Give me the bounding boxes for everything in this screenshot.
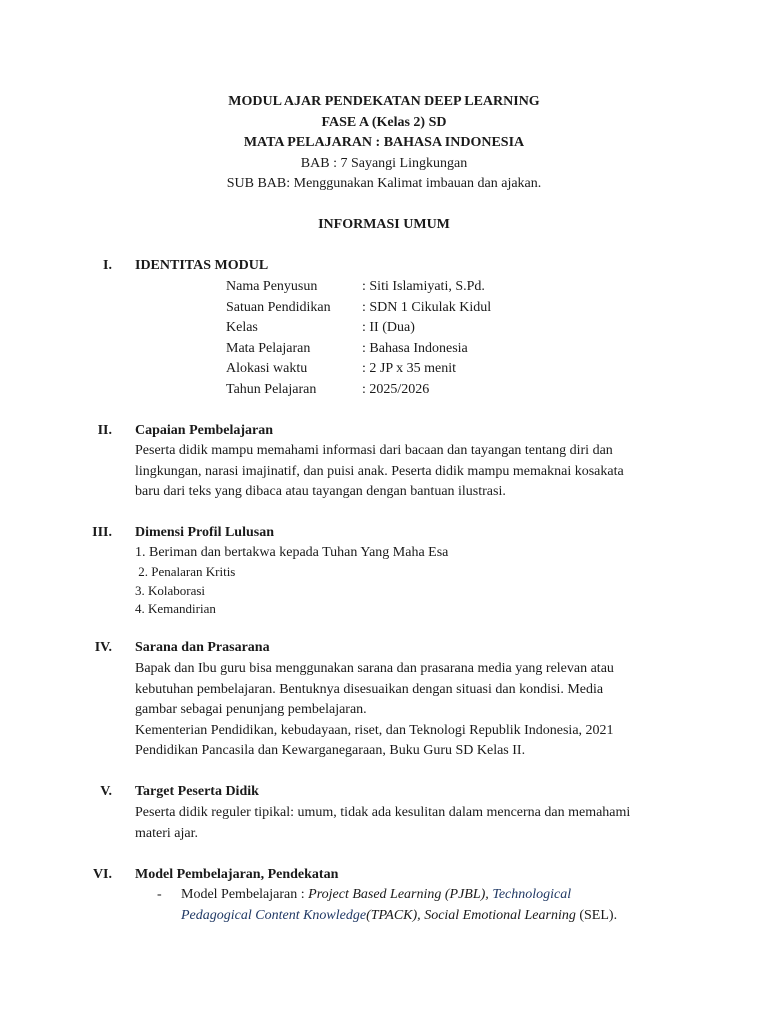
list-item: 3. Kolaborasi [135, 582, 206, 598]
identity-value: : II (Dua) [362, 320, 415, 335]
info-heading: INFORMASI UMUM [318, 217, 450, 232]
section-number: VI. [92, 867, 112, 882]
identity-table [226, 277, 491, 400]
identity-row [226, 359, 491, 380]
identity-row [226, 298, 491, 319]
section-title: Capaian Pembelajaran [135, 423, 274, 438]
identity-label: Mata Pelajaran [226, 340, 311, 356]
section-number: II. [97, 423, 112, 438]
paragraph-line: baru dari teks yang dibaca atau tayangan dengan bantuan ilustrasi. [135, 484, 506, 500]
section-number: III. [92, 525, 112, 540]
pjbl-text: Project Based Learning (PJBL), [308, 887, 493, 902]
identity-label: Alokasi waktu [226, 361, 308, 376]
identity-label: Nama Penyusun [226, 279, 318, 294]
section-number: V. [100, 784, 112, 799]
identity-label: Satuan Pendidikan [226, 299, 331, 315]
paragraph-line: Pendidikan Pancasila dan Kewarganegaraan, Buku Guru SD Kelas II. [135, 743, 526, 759]
identity-value: : 2025/2026 [362, 381, 430, 397]
tpack-text-part2: Pedagogical Content Knowledge [181, 907, 367, 923]
learning-model-item [157, 885, 617, 926]
profile-dimension-list [135, 543, 448, 619]
paragraph-line: lingkungan, narasi imajinatif, dan puisi anak. Peserta didik mampu memaknai kosakata [135, 463, 624, 479]
identity-row [226, 339, 491, 360]
section-paragraph [135, 659, 614, 762]
list-item: 2. Penalaran Kritis [135, 564, 236, 579]
section-number: I. [103, 258, 112, 273]
paragraph-line: Peserta didik reguler tipikal: umum, tidak ada kesulitan dalam mencerna dan memahami [135, 805, 631, 820]
identity-value: : 2 JP x 35 menit [362, 361, 456, 376]
bullet-dash: - [157, 887, 162, 902]
section-title: IDENTITAS MODUL [135, 258, 269, 273]
phase-line: FASE A (Kelas 2) SD [321, 114, 447, 130]
paragraph-line: Kementerian Pendidikan, kebudayaan, riset, dan Teknologi Republik Indonesia, 2021 [135, 722, 614, 738]
paragraph-line: materi ajar. [135, 825, 198, 841]
section-title: Target Peserta Didik [135, 784, 259, 799]
identity-value: : Bahasa Indonesia [362, 340, 468, 356]
section-title: Model Pembelajaran, Pendekatan [135, 867, 339, 882]
sel-abbr: (SEL). [575, 907, 618, 923]
subject-line: MATA PELAJARAN : BAHASA INDONESIA [243, 135, 525, 151]
section-number: IV. [94, 640, 112, 655]
identity-row [226, 318, 491, 339]
tpack-abbr: (TPACK), [366, 907, 425, 923]
identity-row [226, 380, 491, 401]
section-title: Dimensi Profil Lulusan [135, 525, 274, 540]
subchapter-line: SUB BAB: Menggunakan Kalimat imbauan dan ajakan. [226, 176, 542, 192]
document-title-block [0, 92, 768, 195]
chapter-line: BAB : 7 Sayangi Lingkungan [300, 155, 468, 171]
paragraph-line: kebutuhan pembelajaran. Bentuknya disesuaikan dengan situasi dan kondisi. Media [135, 681, 604, 697]
list-item: 4. Kemandirian [135, 601, 216, 616]
model-prefix: Model Pembelajaran : [181, 887, 309, 902]
paragraph-line: Peserta didik mampu memahami informasi dari bacaan dan tayangan tentang diri dan [135, 443, 613, 458]
identity-label: Tahun Pelajaran [226, 381, 317, 397]
tpack-text-part1: Technological [492, 887, 572, 902]
section-title: Sarana dan Prasarana [135, 640, 270, 655]
identity-row [226, 277, 491, 298]
section-paragraph [135, 441, 624, 503]
section-paragraph [135, 803, 630, 844]
title-line: MODUL AJAR PENDEKATAN DEEP LEARNING [228, 94, 540, 109]
list-item: 1. Beriman dan bertakwa kepada Tuhan Yang Maha Esa [135, 545, 449, 560]
paragraph-line: Bapak dan Ibu guru bisa menggunakan sarana dan prasarana media yang relevan atau [135, 661, 614, 676]
identity-label: Kelas [226, 320, 258, 335]
paragraph-line: gambar sebagai penunjang pembelajaran. [135, 702, 367, 718]
sel-text: Social Emotional Learning [424, 907, 576, 923]
identity-value: : SDN 1 Cikulak Kidul [362, 299, 492, 315]
identity-value: : Siti Islamiyati, S.Pd. [362, 279, 485, 294]
